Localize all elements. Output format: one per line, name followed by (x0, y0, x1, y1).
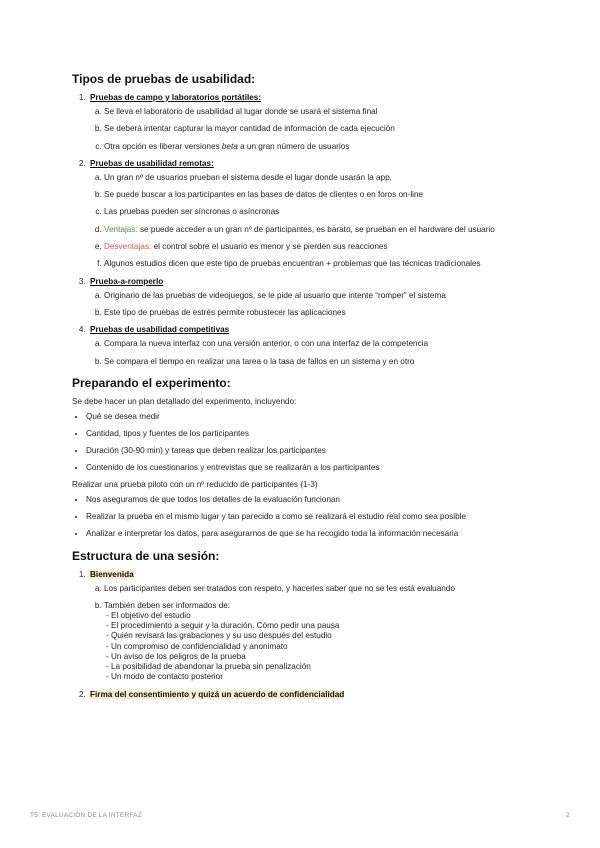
sub-item-disadvantages (104, 242, 532, 252)
list-item (88, 690, 532, 699)
item-title: Pruebas de usabilidad remotas: (90, 158, 214, 168)
sub-item: a. Un gran nº de usuarios prueban el sistema desde el lugar donde usarán la app. (104, 173, 532, 183)
sub-item: a. Originario de las pruebas de videojuegos, se le pide al usuario que intente “romper” el sistema (104, 291, 532, 301)
session-list (72, 570, 532, 699)
sub-item: f. Algunos estudios dicen que este tipo de pruebas encuentran + problemas que las técnicas tradicionales (104, 259, 532, 269)
bullet-item: • Cantidad, tipos y fuentes de los participantes (86, 429, 532, 438)
sub-item (104, 142, 532, 152)
list-item (88, 277, 532, 318)
advantages-label: Ventajas: (104, 224, 138, 234)
dash-item: - Un modo de contacto posterior (106, 672, 223, 682)
sub-list (90, 291, 532, 318)
sub-item: b. Este tipo de pruebas de estrés permite robustecer las aplicaciones (104, 308, 532, 318)
section-title-test-types: Tipos de pruebas de usabilidad: (72, 72, 256, 86)
pilot-bullets (72, 495, 532, 538)
disadvantages-label: Desventajas: (104, 242, 152, 252)
text: el control sobre el usuario es menor y se pierden sus reacciones (151, 242, 388, 252)
dash-item: - La posibilidad de abandonar la prueba sin penalización (106, 662, 311, 672)
sub-list (90, 107, 532, 152)
experiment-intro: Se debe hacer un plan detallado del experimento, incluyendo: (72, 396, 297, 406)
sub-item: c. Las pruebas pueden ser síncronas o asíncronas (104, 207, 532, 217)
sub-item: a. Se lleva el laboratorio de usabilidad al lugar donde se usará el sistema final (104, 107, 532, 117)
bullet-item: • Analizar e interpretar los datos, para asegurarnos de que se ha recogido toda la información necesaria (86, 529, 532, 538)
sub-list (90, 339, 532, 366)
sub-list (90, 173, 532, 269)
plan-bullets (72, 412, 532, 472)
sub-item: b. Se puede buscar a los participantes en las bases de datos de clientes o en foros on-line (104, 190, 532, 200)
dash-item: - Un aviso de los peligros de la prueba (106, 651, 246, 661)
dash-item: - Quién revisará las grabaciones y su uso después del estudio (106, 631, 332, 641)
page-number: 2 (566, 812, 570, 819)
sub-item: a. Los participantes deben ser tratados con respeto, y hacerles saber que no se les está evaluando (104, 584, 532, 594)
bullet-item: • Realizar la prueba en el mismo lugar y tan parecido a como se realizará el estudio real como sea posible (86, 512, 532, 521)
list-item (88, 93, 532, 152)
sub-item (104, 601, 532, 683)
italic-beta: beta (221, 141, 238, 151)
list-item (88, 159, 532, 269)
section-title-session: Estructura de una sesión: (72, 548, 220, 563)
consent-title: Firma del consentimiento y quizá un acuerdo de confidencialidad (90, 689, 345, 699)
bullet-item: • Nos aseguramos de que todos los detalles de la evaluación funcionan (86, 495, 532, 504)
dash-item: - Un compromiso de confidencialidad y anonimato (106, 641, 288, 651)
dash-item: - El objetivo del estudio (106, 610, 191, 620)
sub-item: a. Compara la nueva interfaz con una versión anterior, o con una interfaz de la competencia (104, 339, 532, 349)
sub-item: b. Se compara el tiempo en realizar una tarea o la tasa de fallos en un sistema y en otro (104, 357, 532, 367)
text: se puede acceder a un gran nº de participantes, es barato, se prueban en el hardware del usuario (137, 224, 495, 234)
informed-intro: b. También deben ser informados de: (104, 600, 231, 610)
sub-item: b. Se deberá intentar capturar la mayor cantidad de información de cada ejecución (104, 124, 532, 134)
footer-title: T5: EVALUACIÓN DE LA INTERFAZ (30, 812, 142, 819)
dash-item: - El procedimiento a seguir y la duración. Cómo pedir una pausa (106, 621, 340, 631)
welcome-title: Bienvenida (90, 569, 134, 579)
text: a un gran número de usuarios (237, 141, 350, 151)
list-item (88, 570, 532, 683)
dash-list (104, 611, 532, 683)
bullet-item: • Duración (30-90 min) y tareas que deben realizar los participantes (86, 446, 532, 455)
document-body (72, 72, 532, 703)
sub-item-advantages (104, 225, 532, 235)
bullet-item: • Contenido de los cuestionarios y entrevistas que se realizarán a los participantes (86, 463, 532, 472)
bullet-item: • Qué se desea medir (86, 412, 532, 421)
sub-list (90, 584, 532, 683)
pilot-text: Realizar una prueba piloto con un nº reducido de participantes (1-3) (72, 479, 318, 489)
text: Otra opción es liberar versiones (104, 141, 222, 151)
item-title: Prueba-a-romperlo (90, 276, 164, 286)
item-title: Pruebas de usabilidad competitivas (90, 325, 230, 335)
item-title: Pruebas de campo y laboratorios portátiles: (90, 93, 262, 102)
section-title-experiment: Preparando el experimento: (72, 375, 231, 390)
list-item (88, 325, 532, 366)
test-types-list (72, 93, 532, 367)
